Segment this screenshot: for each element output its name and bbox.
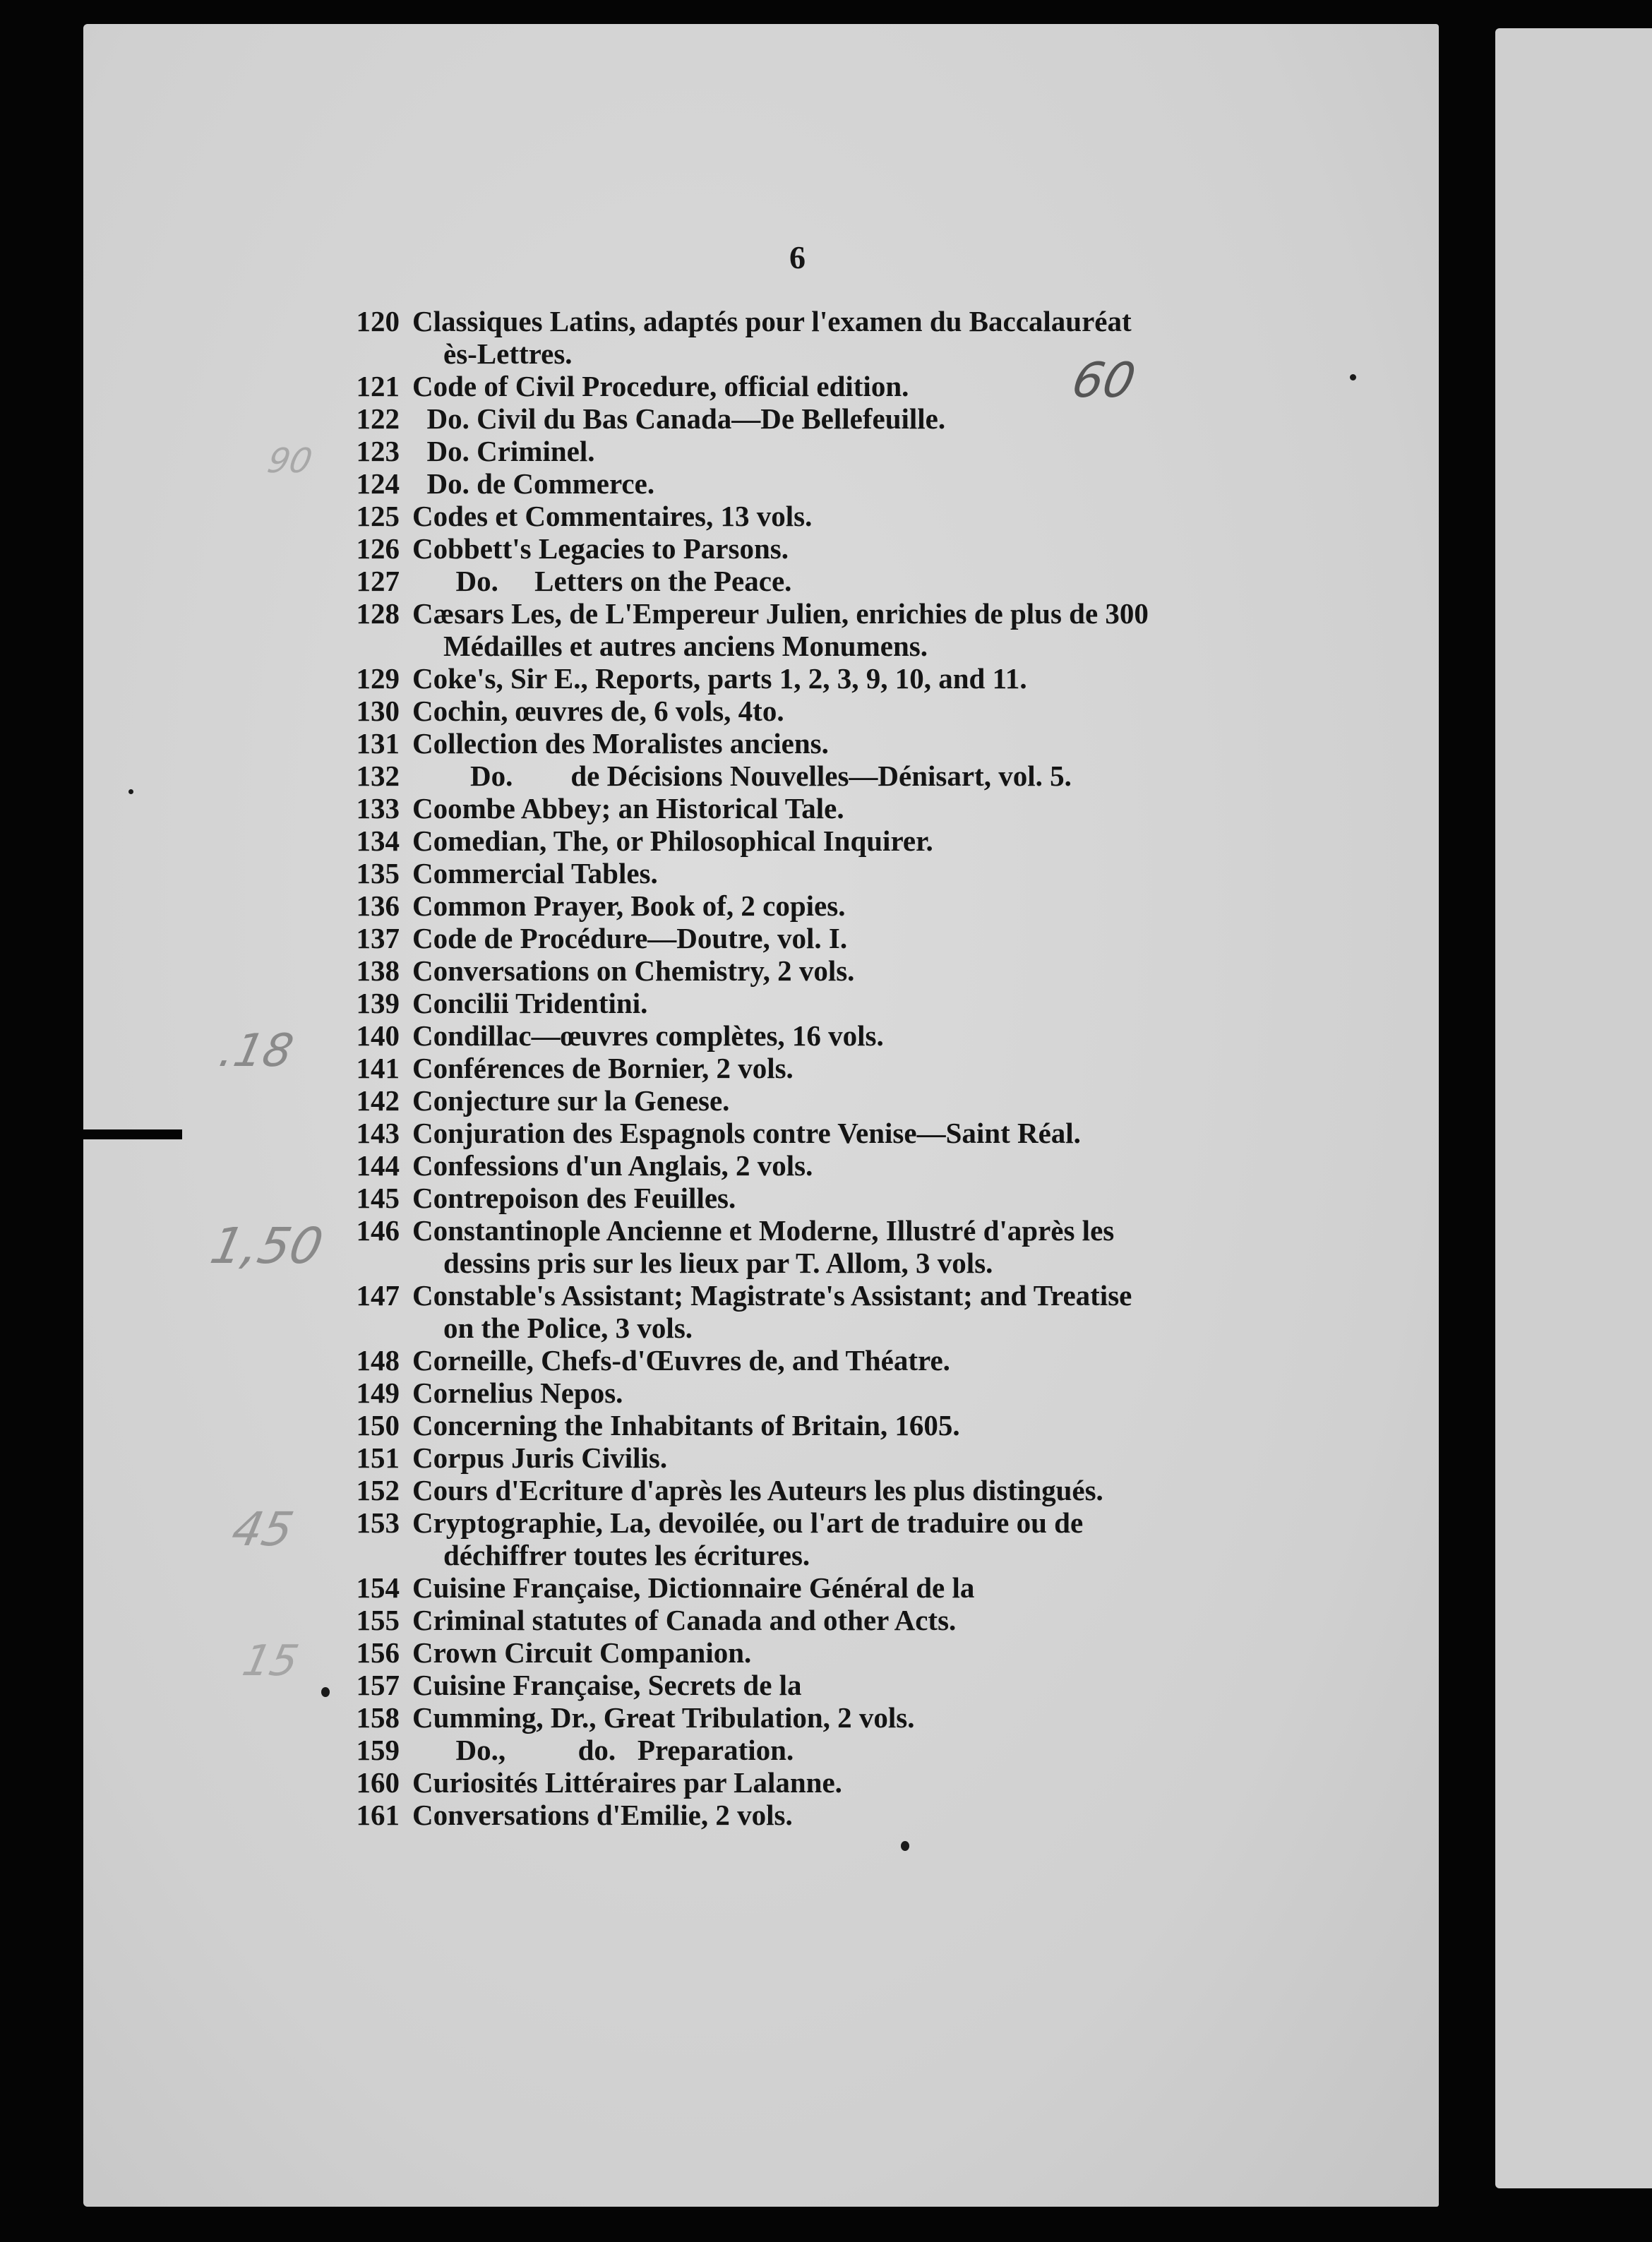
entry-number: 161 <box>356 1799 400 1831</box>
entry-number: 141 <box>356 1052 400 1084</box>
entry-number: 129 <box>356 662 400 695</box>
catalogue-entry <box>330 1799 1291 1831</box>
entry-number: 140 <box>356 1019 400 1052</box>
catalogue-entry-continuation <box>330 337 1291 370</box>
entry-number: 138 <box>356 954 400 987</box>
entry-title: Comedian, The, or Philosophical Inquirer. <box>412 825 933 857</box>
catalogue-entry <box>330 1377 1291 1409</box>
catalogue-list <box>330 305 1291 1831</box>
catalogue-entry <box>330 500 1291 532</box>
entry-number: 131 <box>356 727 400 760</box>
catalogue-entry <box>330 1506 1291 1539</box>
catalogue-entry <box>330 760 1291 792</box>
entry-title: Corneille, Chefs-d'Œuvres de, and Théatre. <box>412 1344 950 1377</box>
entry-title: Cæsars Les, de L'Empereur Julien, enrichies de plus de 300 <box>412 597 1149 630</box>
entry-number: 136 <box>356 889 400 922</box>
entry-title: Concilii Tridentini. <box>412 987 648 1019</box>
entry-title: Code of Civil Procedure, official edition. <box>412 370 909 402</box>
entry-number: 132 <box>356 760 400 792</box>
catalogue-entry <box>330 305 1291 337</box>
entry-number: 128 <box>356 597 400 630</box>
entry-number: 120 <box>356 305 400 337</box>
entry-number: 158 <box>356 1701 400 1734</box>
catalogue-entry <box>330 1344 1291 1377</box>
catalogue-entry <box>330 1734 1291 1766</box>
entry-title: Conversations on Chemistry, 2 vols. <box>412 954 855 987</box>
entry-number: 150 <box>356 1409 400 1441</box>
handwritten-note: .18 <box>215 1025 298 1077</box>
entry-title: Cumming, Dr., Great Tribulation, 2 vols. <box>412 1701 915 1734</box>
entry-number: 144 <box>356 1149 400 1182</box>
entry-title: Médailles et autres anciens Monumens. <box>443 630 928 662</box>
entry-number: 134 <box>356 825 400 857</box>
entry-number: 156 <box>356 1636 400 1669</box>
catalogue-entry <box>330 662 1291 695</box>
catalogue-entry-continuation <box>330 1539 1291 1571</box>
entry-number: 126 <box>356 532 400 565</box>
catalogue-entry <box>330 1701 1291 1734</box>
catalogue-entry <box>330 954 1291 987</box>
entry-title: Do. Civil du Bas Canada—De Bellefeuille. <box>412 402 946 435</box>
entry-title: déchiffrer toutes les écritures. <box>443 1539 810 1571</box>
catalogue-entry <box>330 1441 1291 1474</box>
catalogue-entry <box>330 1571 1291 1604</box>
catalogue-entry <box>330 922 1291 954</box>
entry-title: on the Police, 3 vols. <box>443 1312 693 1344</box>
entry-number: 160 <box>356 1766 400 1799</box>
entry-title: Coke's, Sir E., Reports, parts 1, 2, 3, 9, 10, and 11. <box>412 662 1027 695</box>
entry-number: 133 <box>356 792 400 825</box>
entry-title: Cornelius Nepos. <box>412 1377 623 1409</box>
entry-title: Criminal statutes of Canada and other Acts. <box>412 1604 957 1636</box>
catalogue-entry <box>330 1409 1291 1441</box>
entry-title: dessins pris sur les lieux par T. Allom, 3 vols. <box>443 1247 993 1279</box>
catalogue-entry <box>330 1474 1291 1506</box>
catalogue-entry <box>330 402 1291 435</box>
catalogue-entry <box>330 695 1291 727</box>
entry-title: Do. de Commerce. <box>412 467 655 500</box>
entry-number: 145 <box>356 1182 400 1214</box>
entry-number: 135 <box>356 857 400 889</box>
catalogue-entry <box>330 1636 1291 1669</box>
ink-speck <box>1350 374 1356 380</box>
entry-title: Conversations d'Emilie, 2 vols. <box>412 1799 793 1831</box>
entry-title: Conjuration des Espagnols contre Venise—Saint Réal. <box>412 1117 1081 1149</box>
entry-number <box>330 1539 412 1571</box>
catalogue-entry <box>330 597 1291 630</box>
entry-title: Condillac—œuvres complètes, 16 vols. <box>412 1019 884 1052</box>
entry-number: 154 <box>356 1571 400 1604</box>
entry-number: 151 <box>356 1441 400 1474</box>
entry-number: 137 <box>356 922 400 954</box>
entry-title: Do. de Décisions Nouvelles—Dénisart, vol. 5. <box>412 760 1072 792</box>
catalogue-entry <box>330 825 1291 857</box>
entry-title: Contrepoison des Feuilles. <box>412 1182 736 1214</box>
entry-title: Common Prayer, Book of, 2 copies. <box>412 889 846 922</box>
catalogue-entry <box>330 889 1291 922</box>
handwritten-note: 15 <box>238 1636 303 1686</box>
catalogue-entry <box>330 1084 1291 1117</box>
entry-title: Do., do. Preparation. <box>412 1734 794 1766</box>
entry-title: Constable's Assistant; Magistrate's Assistant; and Treatise <box>412 1279 1132 1312</box>
entry-number: 139 <box>356 987 400 1019</box>
entry-title: Do. Criminel. <box>412 435 595 467</box>
entry-title: Curiosités Littéraires par Lalanne. <box>412 1766 842 1799</box>
entry-title: Codes et Commentaires, 13 vols. <box>412 500 813 532</box>
entry-number: 124 <box>356 467 400 500</box>
entry-number: 157 <box>356 1669 400 1701</box>
catalogue-entry <box>330 987 1291 1019</box>
catalogue-entry <box>330 857 1291 889</box>
entry-title: Classiques Latins, adaptés pour l'examen du Baccalauréat <box>412 305 1132 337</box>
handwritten-note: 1,50 <box>205 1217 328 1275</box>
entry-title: Conjecture sur la Genese. <box>412 1084 730 1117</box>
catalogue-entry <box>330 727 1291 760</box>
entry-number: 143 <box>356 1117 400 1149</box>
catalogue-entry <box>330 1019 1291 1052</box>
catalogue-entry <box>330 370 1291 402</box>
entry-title: Coombe Abbey; an Historical Tale. <box>412 792 844 825</box>
entry-number: 159 <box>356 1734 400 1766</box>
page-number: 6 <box>789 239 806 275</box>
catalogue-entry <box>330 565 1291 597</box>
ink-speck <box>901 1841 909 1851</box>
catalogue-entry-continuation <box>330 630 1291 662</box>
entry-title: Cochin, œuvres de, 6 vols, 4to. <box>412 695 784 727</box>
catalogue-entry <box>330 1214 1291 1247</box>
entry-number <box>330 1247 412 1279</box>
entry-number: 122 <box>356 402 400 435</box>
entry-number <box>330 630 412 662</box>
entry-number: 130 <box>356 695 400 727</box>
handwritten-note: 60 <box>1067 353 1140 409</box>
entry-title: Constantinople Ancienne et Moderne, Illustré d'après les <box>412 1214 1115 1247</box>
handwritten-note: 45 <box>227 1502 299 1557</box>
ink-speck <box>128 789 133 794</box>
entry-title: Confessions d'un Anglais, 2 vols. <box>412 1149 813 1182</box>
catalogue-entry <box>330 1604 1291 1636</box>
page-tear <box>83 1129 182 1139</box>
entry-title: Code de Procédure—Doutre, vol. I. <box>412 922 848 954</box>
catalogue-entry <box>330 1117 1291 1149</box>
entry-title: Cuisine Française, Secrets de la <box>412 1669 802 1701</box>
entry-title: Conférences de Bornier, 2 vols. <box>412 1052 794 1084</box>
catalogue-entry <box>330 792 1291 825</box>
entry-number: 146 <box>356 1214 400 1247</box>
entry-number: 127 <box>356 565 400 597</box>
entry-title: Cobbett's Legacies to Parsons. <box>412 532 789 565</box>
catalogue-entry <box>330 1669 1291 1701</box>
entry-number: 155 <box>356 1604 400 1636</box>
entry-title: Cryptographie, La, devoilée, ou l'art de traduire ou de <box>412 1506 1084 1539</box>
entry-title: Concerning the Inhabitants of Britain, 1605. <box>412 1409 960 1441</box>
facing-page-edge <box>1495 28 1652 2188</box>
entry-title: Collection des Moralistes anciens. <box>412 727 829 760</box>
entry-title: Do. Letters on the Peace. <box>412 565 792 597</box>
entry-title: Cuisine Française, Dictionnaire Général de la <box>412 1571 975 1604</box>
ink-speck <box>321 1687 330 1697</box>
catalogue-entry <box>330 1182 1291 1214</box>
entry-number: 147 <box>356 1279 400 1312</box>
entry-title: ès-Lettres. <box>443 337 573 370</box>
entry-title: Commercial Tables. <box>412 857 658 889</box>
entry-number: 148 <box>356 1344 400 1377</box>
entry-number: 123 <box>356 435 400 467</box>
entry-number: 153 <box>356 1506 400 1539</box>
entry-number <box>330 1312 412 1344</box>
entry-title: Corpus Juris Civilis. <box>412 1441 668 1474</box>
catalogue-entry-continuation <box>330 1247 1291 1279</box>
entry-number: 152 <box>356 1474 400 1506</box>
entry-number: 149 <box>356 1377 400 1409</box>
catalogue-entry <box>330 1766 1291 1799</box>
catalogue-entry <box>330 1149 1291 1182</box>
entry-title: Cours d'Ecriture d'après les Auteurs les plus distingués. <box>412 1474 1103 1506</box>
handwritten-note: 90 <box>264 441 316 481</box>
catalogue-entry-continuation <box>330 1312 1291 1344</box>
entry-number <box>330 337 412 370</box>
entry-title: Crown Circuit Companion. <box>412 1636 752 1669</box>
catalogue-entry <box>330 435 1291 467</box>
entry-number: 121 <box>356 370 400 402</box>
catalogue-entry <box>330 467 1291 500</box>
catalogue-entry <box>330 532 1291 565</box>
entry-number: 142 <box>356 1084 400 1117</box>
catalogue-entry <box>330 1052 1291 1084</box>
catalogue-entry <box>330 1279 1291 1312</box>
entry-number: 125 <box>356 500 400 532</box>
